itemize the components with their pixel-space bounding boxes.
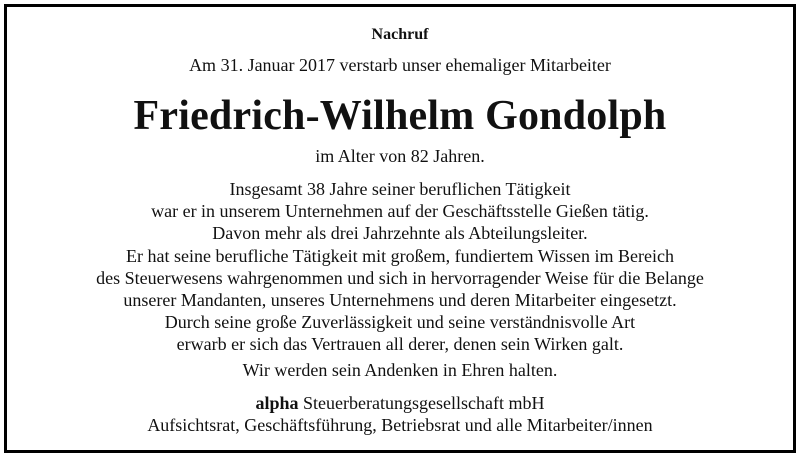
obituary-heading: Nachruf — [371, 26, 429, 43]
paragraph-line: unserer Mandanten, unseres Unternehmens und deren Mitarbeiter eingesetzt. — [123, 290, 677, 310]
paragraph-line: war er in unserem Unternehmen auf der Geschäftsstelle Gießen tätig. — [151, 201, 649, 221]
paragraph-line: des Steuerwesens wahrgenommen und sich in hervorragender Weise für die Belange — [96, 268, 704, 288]
paragraph-tribute — [0, 245, 800, 355]
paragraph-line: Durch seine große Zuverlässigkeit und seine verständnisvolle Art — [164, 312, 636, 332]
signatories: Aufsichtsrat, Geschäftsführung, Betriebsrat und alle Mitarbeiter/innen — [147, 415, 653, 435]
age-line: im Alter von 82 Jahren. — [315, 146, 485, 166]
paragraph-line: Er hat seine berufliche Tätigkeit mit großem, fundiertem Wissen im Bereich — [126, 246, 674, 266]
company-name — [0, 392, 800, 414]
signature-block — [0, 392, 800, 436]
paragraph-line: erwarb er sich das Vertrauen all derer, denen sein Wirken galt. — [176, 334, 624, 354]
paragraph-line: Davon mehr als drei Jahrzehnte als Abteilungsleiter. — [212, 223, 588, 243]
closing-line: Wir werden sein Andenken in Ehren halten. — [242, 360, 558, 380]
intro-line: Am 31. Januar 2017 verstarb unser ehemaliger Mitarbeiter — [189, 55, 611, 75]
paragraph-career — [0, 178, 800, 244]
company-type: Steuerberatungsgesellschaft mbH — [298, 393, 545, 413]
paragraph-line: Insgesamt 38 Jahre seiner beruflichen Tätigkeit — [229, 179, 571, 199]
deceased-name: Friedrich-Wilhelm Gondolph — [133, 93, 667, 139]
company-brand: alpha — [255, 393, 299, 413]
